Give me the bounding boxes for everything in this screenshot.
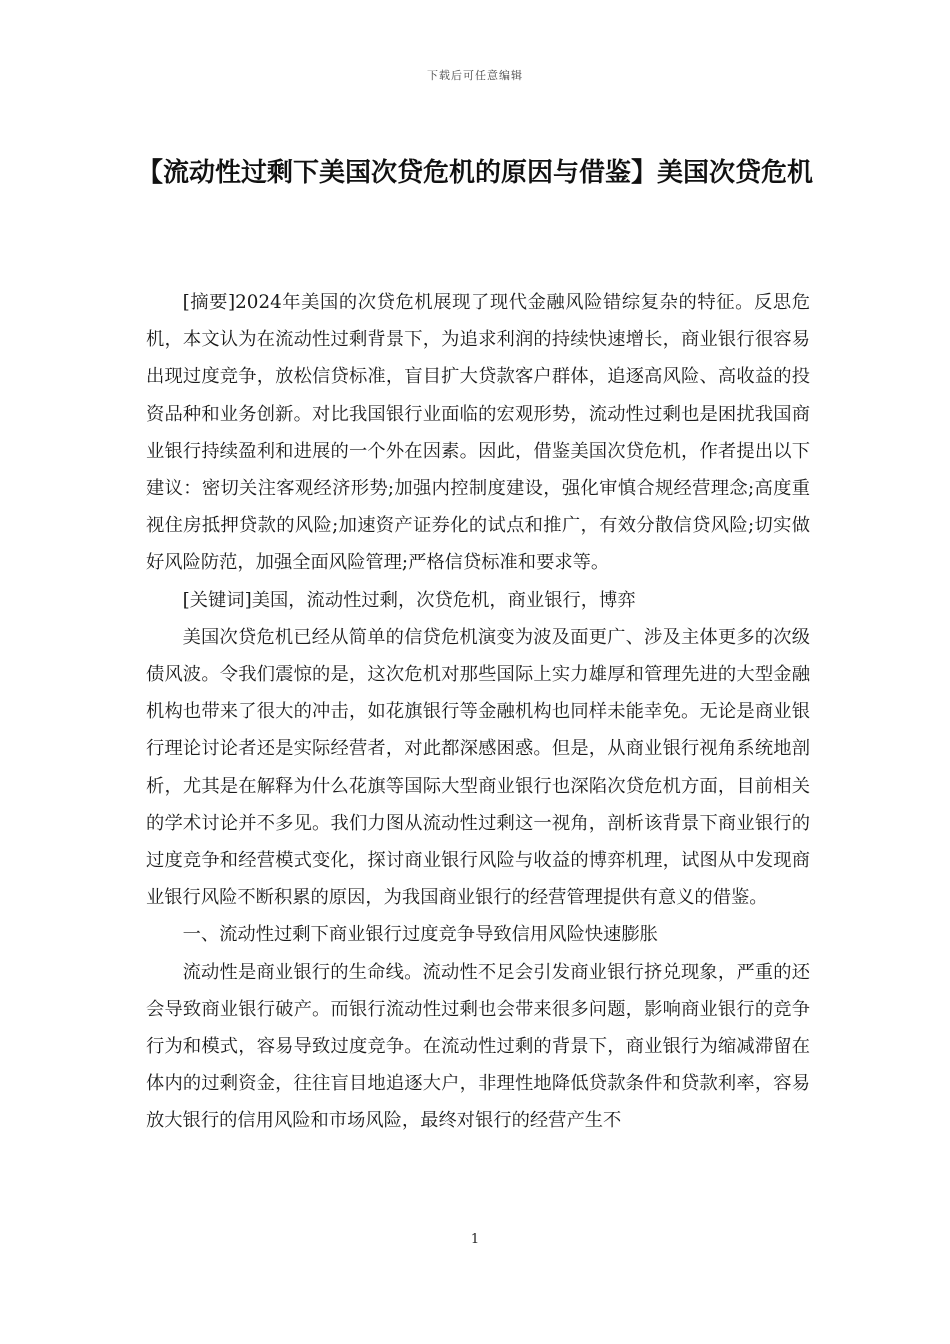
section-heading: 一、流动性过剩下商业银行过度竞争导致信用风险快速膨胀	[182, 924, 658, 946]
page-number: 1	[470, 1232, 480, 1247]
keywords-paragraph: [关键词]美国，流动性过剩，次贷危机，商业银行，博弈	[182, 589, 636, 611]
section-body-paragraph: 流动性是商业银行的生命线。流动性不足会引发商业银行挤兑现象，严重的还会导致商业银行破产。而银行流动性过剩也会带来很多问题，影响商业银行的竞争行为和模式，容易导致过度竞争。在流动性过剩的背景下，商业银行为缩减滞留在体内的过剩资金，往往盲目地追逐大户，非理性地降低贷款条件和贷款利率，容易放大银行的信用风险和市场风险，最终对银行的经营产生不	[146, 961, 810, 1132]
abstract-paragraph: [摘要]2024年美国的次贷危机展现了现代金融风险错综复杂的特征。反思危机，本文认为在流动性过剩背景下，为追求利润的持续快速增长，商业银行很容易出现过度竞争，放松信贷标准，盲目扩大贷款客户群体，追逐高风险、高收益的投资品种和业务创新。对比我国银行业面临的宏观形势，流动性过剩也是困扰我国商业银行持续盈利和进展的一个外在因素。因此，借鉴美国次贷危机，作者提出以下建议：密切关注客观经济形势;加强内控制度建设，强化审慎合规经营理念;高度重视住房抵押贷款的风险;加速资产证券化的试点和推广，有效分散信贷风险;切实做好风险防范，加强全面风险管理;严格信贷标准和要求等。	[146, 292, 810, 574]
document-title: 【流动性过剩下美国次贷危机的原因与借鉴】美国次贷危机	[136, 158, 813, 188]
document-body	[146, 284, 810, 1140]
intro-paragraph: 美国次贷危机已经从简单的信贷危机演变为波及面更广、涉及主体更多的次级债风波。令我们震惊的是，这次危机对那些国际上实力雄厚和管理先进的大型金融机构也带来了很大的冲击，如花旗银行等金融机构也同样未能幸免。无论是商业银行理论讨论者还是实际经营者，对此都深感困惑。但是，从商业银行视角系统地剖析，尤其是在解释为什么花旗等国际大型商业银行也深陷次贷危机方面，目前相关的学术讨论并不多见。我们力图从流动性过剩这一视角，剖析该背景下商业银行的过度竞争和经营模式变化，探讨商业银行风险与收益的博弈机理，试图从中发现商业银行风险不断积累的原因，为我国商业银行的经营管理提供有意义的借鉴。	[146, 626, 810, 909]
header-note: 下载后可任意编辑	[427, 69, 523, 82]
